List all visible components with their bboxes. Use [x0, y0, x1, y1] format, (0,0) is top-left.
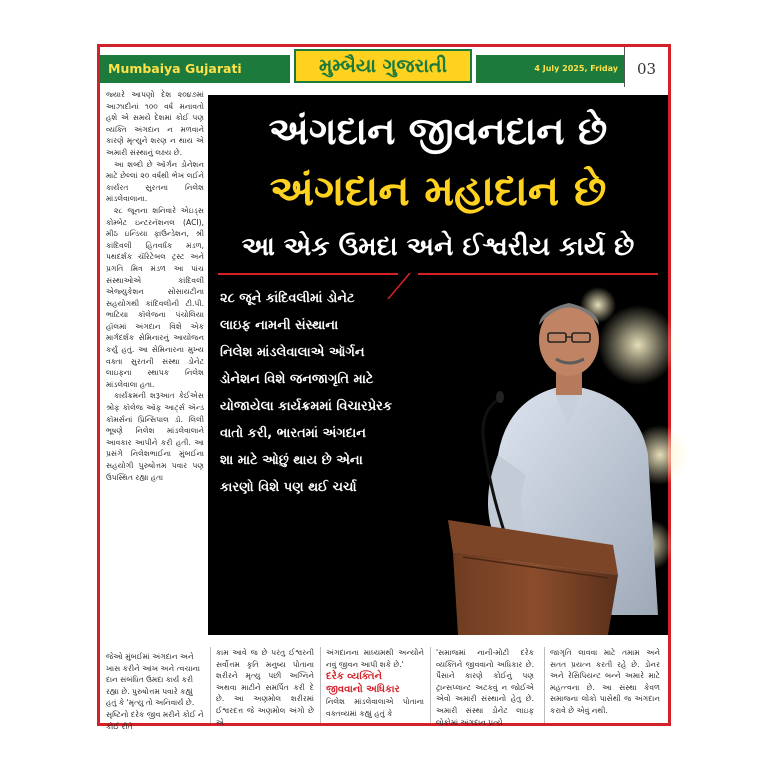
issue-date: 4 July 2025, Friday: [534, 64, 618, 73]
left-column: [106, 89, 204, 483]
newspaper-page: [97, 44, 671, 731]
headline-line-2: અંગદાન મહાદાન છે: [269, 166, 607, 215]
bottom-column-1: [216, 647, 314, 728]
speech-rule-right: [418, 273, 658, 275]
column-rule: [210, 647, 211, 723]
left-column-paragraph: જેઓ મુંબઈમાં અંગદાન અને ખાસ કરીને આંખ અને ત્વચાના દાન સંબંધિત ઉમદા કાર્ય કરી રહ્યા છે. પુરુષોત્તમ પવારે કહ્યું હતું કે 'મૃત્યુ તો અનિવાર્ય છે. સૃષ્ટિનો દરેક જીવ મરીને કોઈ ને કોઈ રીતે: [106, 652, 204, 731]
masthead: [100, 47, 668, 87]
hero-summary-line: લાઇફ નામની સંસ્થાના: [220, 318, 339, 333]
bottom-column-text: નિલેશ માંડલેવાલાએ પોતાના વક્તવ્યમાં કહ્યું હતું કે: [326, 697, 424, 718]
hero-block: [208, 95, 668, 635]
bottom-column-text: 'સમાજમાં નાની-મોટી દરેક વ્યક્તિને જીવવાનો અધિકાર છે. પૈસાને કારણે કોઈનું પણ ટ્રાન્સપ્લાન્ટ અટકવું ન જોઈએ એવો અમારી સંસ્થાનો હેતુ છે. અમારી સંસ્થા ડોનેટ લાઇફ લોકોમાં અંગદાન પ્રત્યે: [436, 648, 534, 727]
column-rule: [430, 647, 431, 723]
hero-summary-line: નિલેશ માંડલેવાલાએ ઑર્ગન: [220, 345, 365, 360]
bottom-column-text: જાગૃતિ લાવવા માટે તમામ અને સતત પ્રયત્ન કરતી રહે છે. ડોનર અને રેસિપિયન્ટ બન્ને અમારે માટે મહત્ત્વના છે. આ સંસ્થા કેવળ સમાજના લોકો પાસેથી જ અંગદાન કરાવે છે એવું નથી.: [550, 648, 660, 715]
masthead-right-band: [476, 55, 668, 83]
left-column-paragraph: આ શબ્દો છે ઑર્ગન ડોનેશન માટે છેલ્લાં ૨૦ વર્ષથી ભેખ લઈને કાર્યરત સુરતના નિલેશ માંડલેવાલાના.: [106, 159, 204, 204]
masthead-left-band: [100, 55, 290, 83]
speech-rule-left: [218, 273, 398, 275]
masthead-logo: [294, 49, 472, 83]
hero-summary-line: કારણો વિશે પણ થઈ ચર્ચા: [220, 480, 357, 495]
bottom-column-3: [436, 647, 534, 728]
headline-line-1: અંગદાન જીવનદાન છે: [268, 109, 608, 153]
subhead-line-2: જીવવાનો અધિકાર: [326, 684, 400, 696]
subhead-line-1: દરેક વ્યક્તિને: [326, 671, 382, 683]
speaker-photo: [438, 285, 668, 635]
hero-summary: [220, 285, 460, 501]
hero-summary-line: યોજાયેલા કાર્યક્રમમાં વિચારપ્રેરક: [220, 399, 393, 414]
column-rule: [544, 647, 545, 723]
headline-line-3: આ એક ઉમદા અને ઈશ્વરીય કાર્ય છે: [241, 232, 635, 262]
bottom-column-text: કામ આવે જ છે પરંતુ ઈશ્વરની સર્વોત્તમ કૃતિ મનુષ્ય પોતાના શરીરને મૃત્યુ પછી અગ્નિને અથવા માટીને સમર્પિત કરી દે છે. આ અણમોલ શરીરમાં ઈશ્વરદત્ત જે અણમોલ અંગો છે એ: [216, 648, 314, 727]
hero-summary-line: ડોનેશન વિશે જનજાગૃતિ માટે: [220, 372, 374, 387]
hero-summary-line: વાતો કરી, ભારતમાં અંગદાન: [220, 426, 366, 441]
masthead-logo-text: મુમ્બૈયા ગુજરાતી: [318, 55, 448, 77]
page-number: 03: [624, 47, 668, 87]
bottom-column-text: અંગદાનના માધ્યમથી અન્યોને નવું જીવન આપી શકે છે.': [326, 648, 424, 669]
bottom-column-2: [326, 647, 424, 719]
column-rule: [320, 647, 321, 723]
hero-summary-line: શા માટે ઓછું થાય છે એના: [220, 453, 363, 468]
left-column-paragraph: જ્યારે આપણો દેશ ૨૦૪૭માં આઝાદીનાં ૧૦૦ વર્ષ મનાવતો હશે એ સમયે દેશમાં કોઈ પણ વ્યક્તિ અંગદાન ન મળવાને કારણે મૃત્યુને શરણ ન થાય એ અમારી સંસ્થાનું લક્ષ્ય છે.: [106, 90, 204, 157]
bottom-column-4: [550, 647, 660, 717]
left-column-paragraph: ૨૮ જૂનના શનિવારે એઇડ્સ કોમ્બેટ ઇન્ટરનૅશનલ (ACI), મીઠ ઇન્ડિયા ફાઉન્ડેશન, શ્રી કાંદિવલી હિતવર્ધક મંડળ, પથદર્શક ચૅરિટેબલ ટ્રસ્ટ અને પ્રગતિ મિત્ર મંડળ આ પાંચ સંસ્થાઓએ કાંદિવલી એજ્યુકેશન સોસાયટીના સહયોગથી કાંદિવલીની ટી.પી. ભાટિયા કૉલેજના પંચોલિયા હૉલમાં અંગદાન વિશે એક માર્ગદર્શક સેમિનારનું આયોજન કર્યું હતું. આ સેમિનારના મુખ્ય વક્તા સુરતની સંસ્થા ડોનેટ લાઇફના સ્થાપક નિલેશ માંડલેવાલા હતા.: [106, 205, 204, 389]
left-column-continued: [106, 651, 204, 732]
left-column-paragraph: કાર્યક્રમની શરૂઆત કેઈએસ શ્રોફ કૉલેજ ઑફ આર્ટ્સ ઍન્ડ કૉમર્સનાં પ્રિન્સિપાલ ડૉ. લિલી ભૂષણે નિલેશ માંડલેવાલાને આવકાર આપીને કરી હતી. આ પ્રસંગે નિલેશભાઈના મુંબઈના સહયોગી પુરુષોત્તમ પવાર પણ ઉપસ્થિત રહ્યા હતા: [106, 391, 204, 482]
hero-summary-line: ૨૮ જૂને કાંદિવલીમાં ડોનેટ: [220, 291, 355, 306]
masthead-english-title: Mumbaiya Gujarati: [108, 61, 242, 76]
